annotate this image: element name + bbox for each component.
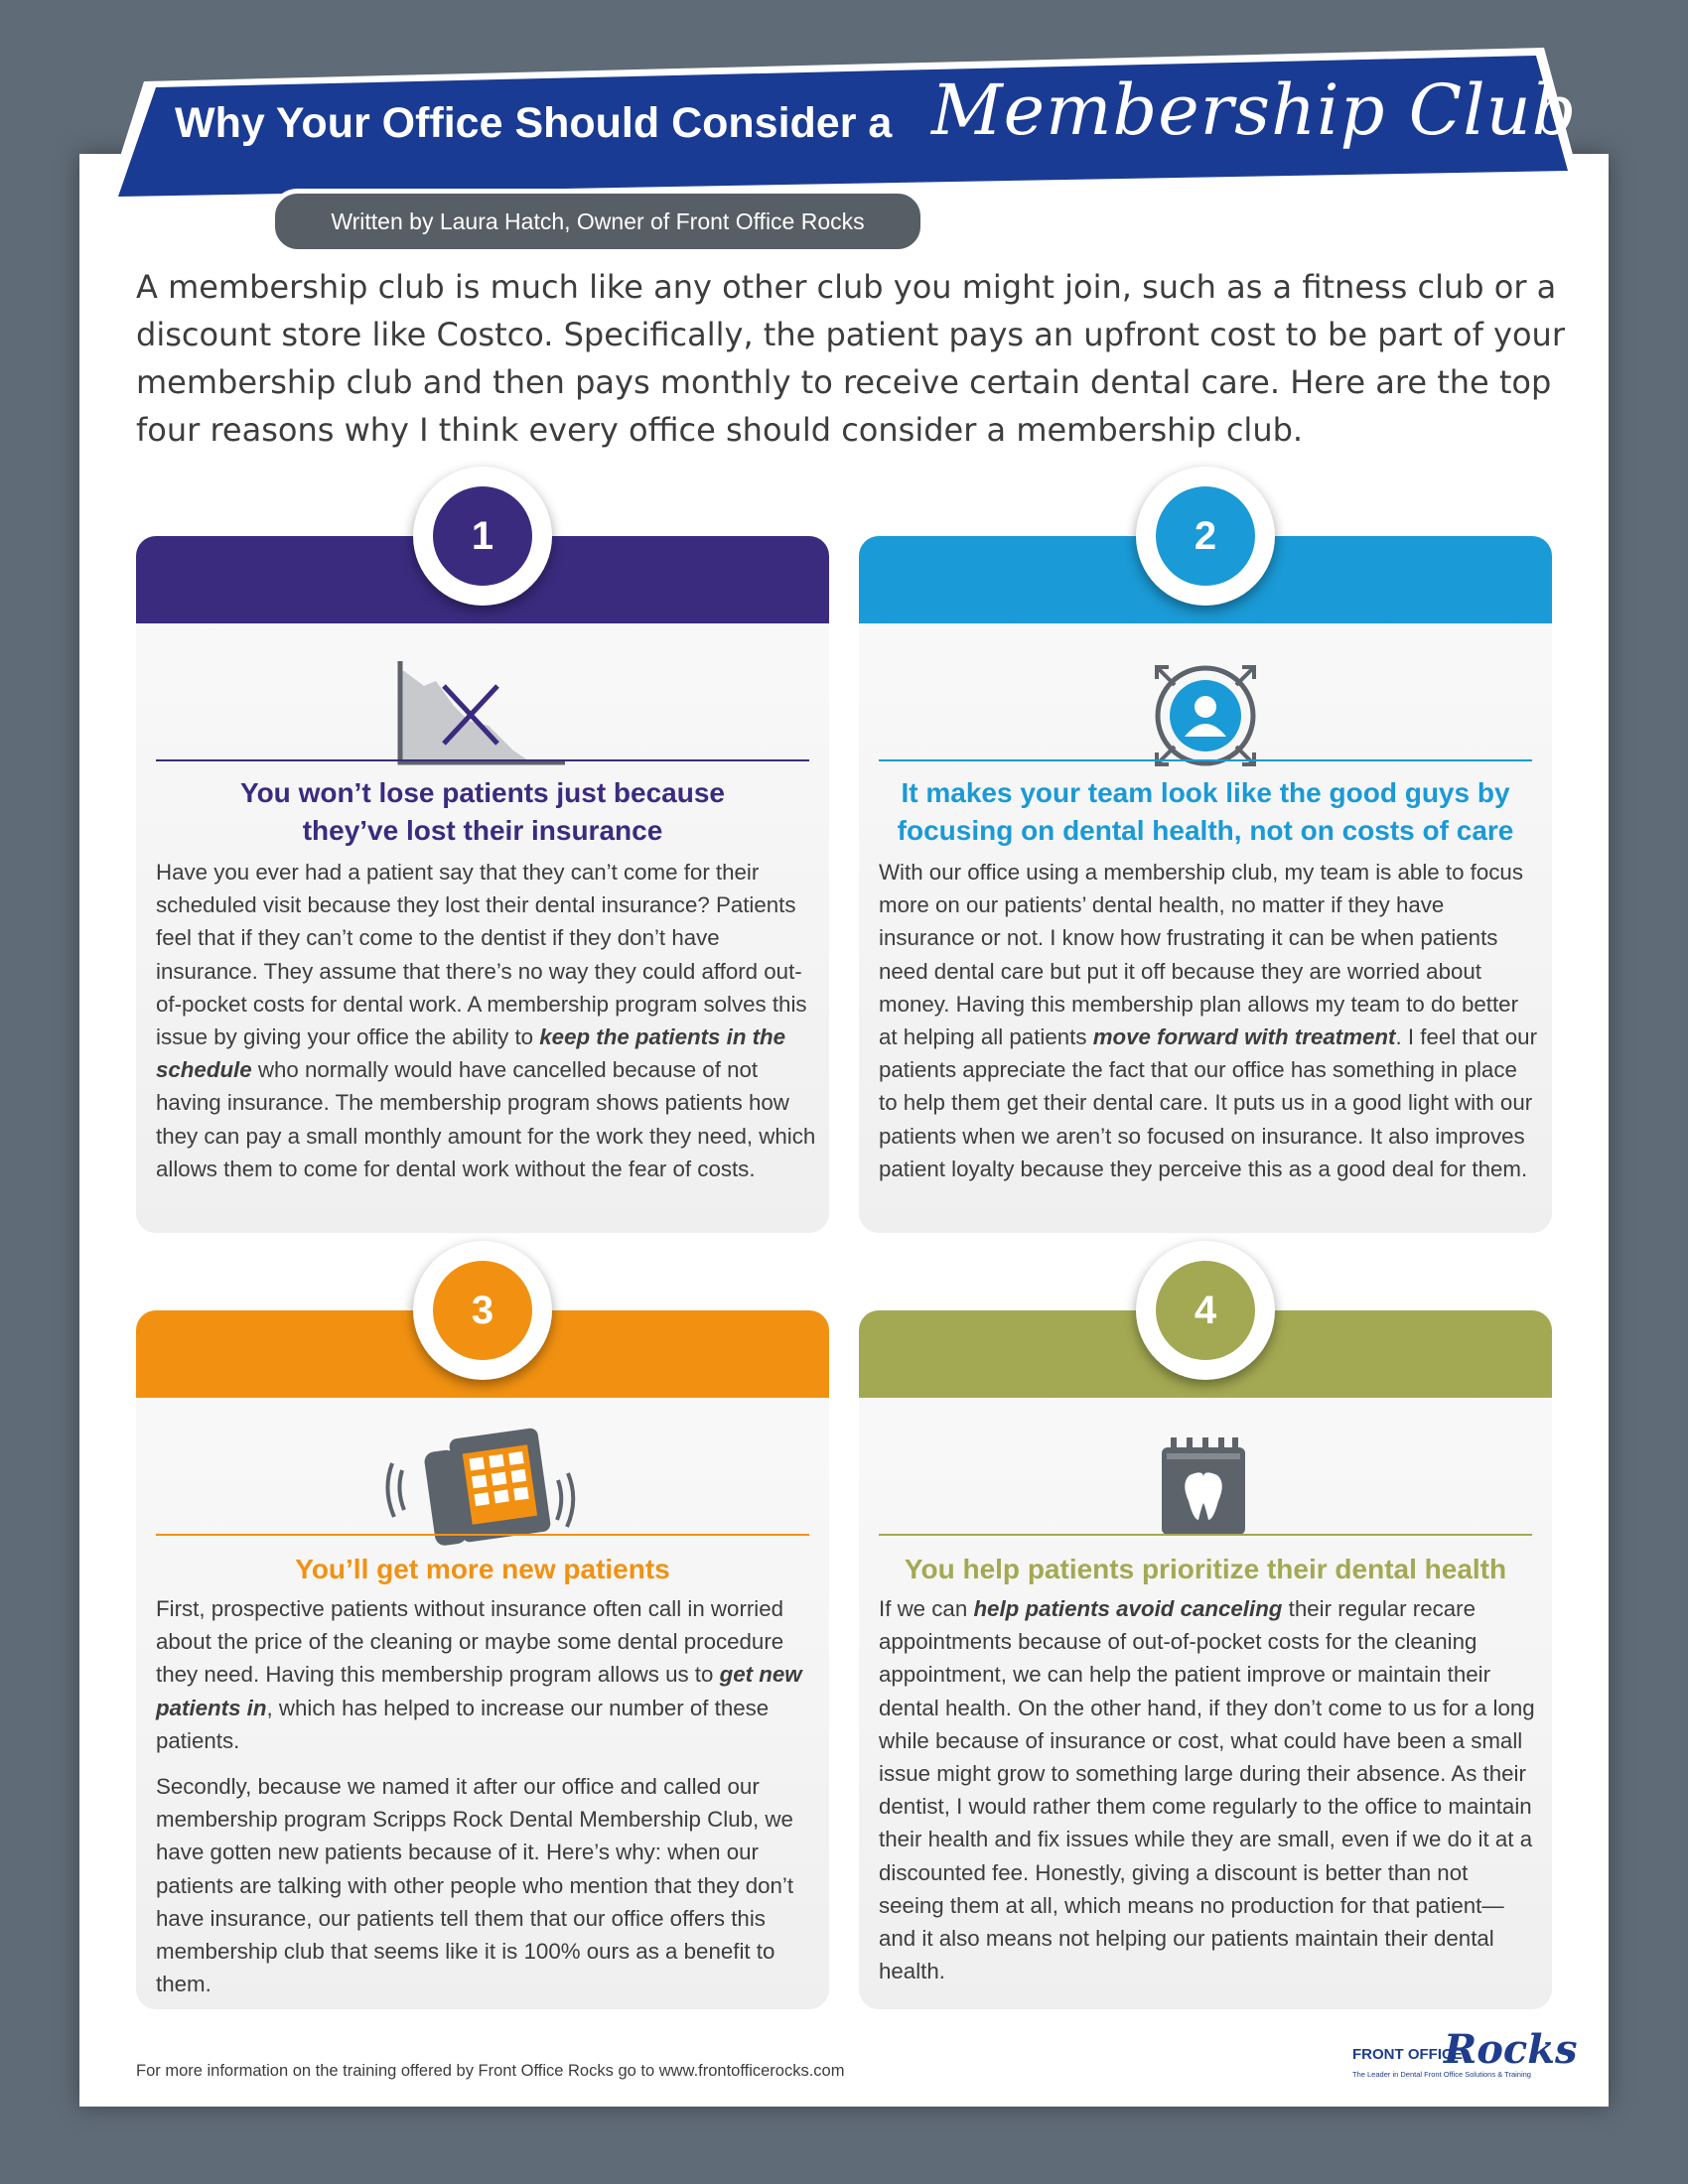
card-title: You help patients prioritize their dental health xyxy=(904,1554,1507,1584)
card-title: It makes your team look like the good guys by focusing on dental health, not on costs of care xyxy=(897,777,1514,846)
card-body xyxy=(879,1592,1539,1987)
card-paragraph xyxy=(156,1770,816,2000)
body-text: Have you ever had a patient say that they can’t come for their scheduled visit because they lost their dental insurance? Patients feel that if they can’t come to the dentist if they don’t have insurance. They assume that there’s no way they could afford out-of-pocket costs for dental work. A membership program solves this issue by giving your office the ability to xyxy=(156,860,807,1050)
reason-card-2 xyxy=(859,536,1552,1233)
card-divider xyxy=(879,759,1532,761)
emphasis-text: help patients avoid canceling xyxy=(973,1596,1283,1621)
body-text: who normally would have cancelled because of not having insurance. The membership program shows patients how they can pay a small monthly amount for the work they need, which allows them to come for dental work without the fear of costs. xyxy=(156,1057,816,1181)
card-body xyxy=(879,856,1539,1185)
emphasis-text: keep the patients in the schedule xyxy=(156,1024,786,1083)
card-body xyxy=(156,1592,816,2000)
card-paragraph xyxy=(156,1592,816,1757)
card-divider xyxy=(156,759,809,761)
byline: Written by Laura Hatch, Owner of Front Office Rocks xyxy=(270,189,925,254)
logo-rocks: Rocks xyxy=(1444,2026,1578,2073)
emphasis-text: move forward with treatment xyxy=(1092,1024,1396,1050)
number-badge-2: 2 xyxy=(1136,467,1275,606)
logo-tagline: The Leader in Dental Front Office Solutions & Training xyxy=(1352,2070,1531,2079)
footer-info: For more information on the training offered by Front Office Rocks go to www.frontofficerocks.com xyxy=(136,2062,845,2080)
card-paragraph xyxy=(879,856,1539,1185)
body-text: , which has helped to increase our number of these patients. xyxy=(156,1695,770,1753)
logo-front-office: FRONT OFFICE xyxy=(1352,2046,1463,2063)
body-text: First, prospective patients without insurance often call in worried about the price of the cleaning or maybe some dental procedure they need. Having this membership program allows us to xyxy=(156,1596,784,1688)
card-title: You won’t lose patients just because they’ve lost their insurance xyxy=(239,777,726,846)
reason-card-1 xyxy=(136,536,829,1233)
body-text: their regular recare appointments because of out-of-pocket costs for the cleaning appointment, we can help the patient improve or maintain their dental health. On the other hand, if they don’t come to us for a long while because of insurance or cost, what could have been a small issue might grow to something large during their absence. As their dentist, I would rather them come regularly to the office to maintain their health and fix issues while they are small, even if we do it at a discounted fee. Honestly, giving a discount is better than not seeing them at all, which means no production for that patient—and it also means not helping our patients maintain their dental health. xyxy=(879,1596,1535,1984)
emphasis-text: get new patients in xyxy=(156,1662,802,1720)
reason-card-3 xyxy=(136,1310,829,2009)
front-office-rocks-logo xyxy=(1352,2026,1578,2085)
page-title-script: Membership Club xyxy=(931,69,1578,151)
card-divider xyxy=(879,1534,1532,1536)
card-divider xyxy=(156,1534,809,1536)
number-badge-4: 4 xyxy=(1136,1241,1275,1380)
number-badge-1: 1 xyxy=(413,467,552,606)
body-text: Secondly, because we named it after our office and called our membership program Scripps Rock Dental Membership Club, we have gotten new patients because of it. Here’s why: when our patients are talking with other people who mention that they don’t have insurance, our patients tell them that our office offers this membership club that seems like it is 100% ours as a benefit to them. xyxy=(156,1774,794,1997)
body-text: . I feel that our patients appreciate the fact that our office has something in place to help them get their dental care. It puts us in a good light with our patients when we aren’t so focused on insurance. It also improves patient loyalty because they perceive this as a good deal for them. xyxy=(879,1024,1538,1181)
card-title: You’ll get more new patients xyxy=(295,1554,670,1584)
page-title: Why Your Office Should Consider a xyxy=(175,99,893,147)
number-badge-3: 3 xyxy=(413,1241,552,1380)
card-paragraph xyxy=(156,856,816,1185)
intro-paragraph: A membership club is much like any other club you might join, such as a fitness club or a discount store like Costco. Specifically, the patient pays an upfront cost to be part of your membership club and then pays monthly to receive certain dental care. Here are the top four reasons why I think every office should consider a membership club. xyxy=(136,268,1565,449)
card-body xyxy=(156,856,816,1185)
body-text: If we can xyxy=(879,1596,974,1621)
reason-card-4 xyxy=(859,1310,1552,2009)
card-paragraph xyxy=(879,1592,1539,1987)
body-text: With our office using a membership club, my team is able to focus more on our patients’ dental health, no matter if they have insurance or not. I know how frustrating it can be when patients need dental care but put it off because they are worried about money. Having this membership plan allows my team to do better at helping all patients xyxy=(879,860,1523,1050)
